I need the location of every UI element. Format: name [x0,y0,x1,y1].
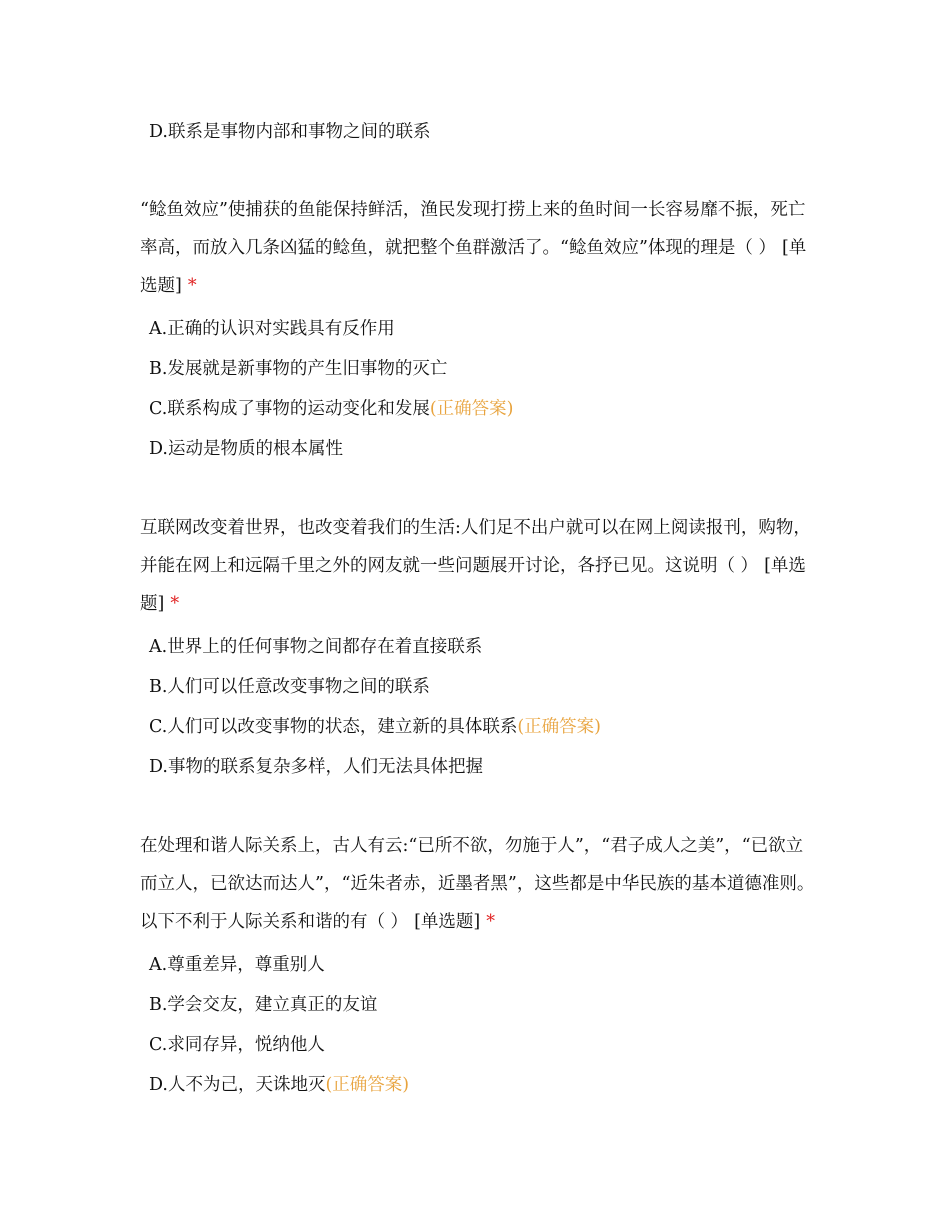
option-d [149,429,820,469]
option-c [149,389,820,429]
option-c [149,707,820,747]
option-list [140,627,820,787]
question-stem [140,509,820,623]
option-d [149,747,820,787]
option-text: D.运动是物质的根本属性 [149,439,343,459]
question-1 [140,191,820,469]
option-text: A.正确的认识对实践具有反作用 [149,319,395,339]
correct-answer-label: (正确答案) [429,399,514,419]
question-text: 在处理和谐人际关系上，古人有云:“已所不欲，勿施于人”，“君子成人之美”，“已欲立而立人，已欲达而达人”，“近朱者赤，近墨者黑”，这些都是中华民族的基本道德准则。以下不利于人际关系和谐的有（ ） [140,836,815,932]
option-d [149,1065,820,1105]
required-mark: * [170,594,180,614]
option-text: B.发展就是新事物的产生旧事物的灭亡 [149,359,448,379]
question-2 [140,509,820,787]
option-text: C.人们可以改变事物的状态，建立新的具体联系 [149,717,518,737]
option-text: B.学会交友，建立真正的友谊 [149,995,378,1015]
question-stem [140,827,820,941]
option-text: D.事物的联系复杂多样，人们无法具体把握 [149,757,483,777]
option-b [149,349,820,389]
question-text: 互联网改变着世界，也改变着我们的生活:人们足不出户就可以在网上阅读报刊，购物，并能在网上和远隔千里之外的网友就一些问题展开讨论，各抒已见。这说明（ ） [140,518,811,576]
option-text: D.人不为己，天诛地灭 [149,1075,326,1095]
option-text: C.求同存异，悦纳他人 [149,1035,325,1055]
option-c [149,1025,820,1065]
option-a [149,945,820,985]
question-type-label: [单选题] [140,238,807,296]
option-b [149,667,820,707]
correct-answer-label: (正确答案) [517,717,601,737]
previous-question-option-d: D.联系是事物内部和事物之间的联系 [149,122,431,142]
question-text: “鲶鱼效应”使捕获的鱼能保持鲜活，渔民发现打捞上来的鱼时间一长容易靡不振，死亡率高，而放入几条凶猛的鲶鱼，就把整个鱼群激活了。“鲶鱼效应”体现的理是（ ） [140,200,806,258]
required-mark: * [187,276,197,296]
option-list [140,945,820,1105]
option-text: A.世界上的任何事物之间都存在着直接联系 [149,637,483,657]
option-a [149,627,820,667]
question-type-label: [单选题] [140,556,806,614]
required-mark: * [486,912,495,932]
option-text: A.尊重差异，尊重别人 [149,955,325,975]
option-b [149,985,820,1025]
option-text: B.人们可以任意改变事物之间的联系 [149,677,430,697]
option-text: C.联系构成了事物的运动变化和发展 [149,399,430,419]
option-list [140,309,820,469]
correct-answer-label: (正确答案) [325,1075,410,1095]
option-a [149,309,820,349]
question-type-label: [单选题] [414,912,481,932]
question-3 [140,827,820,1105]
question-stem [140,191,820,305]
